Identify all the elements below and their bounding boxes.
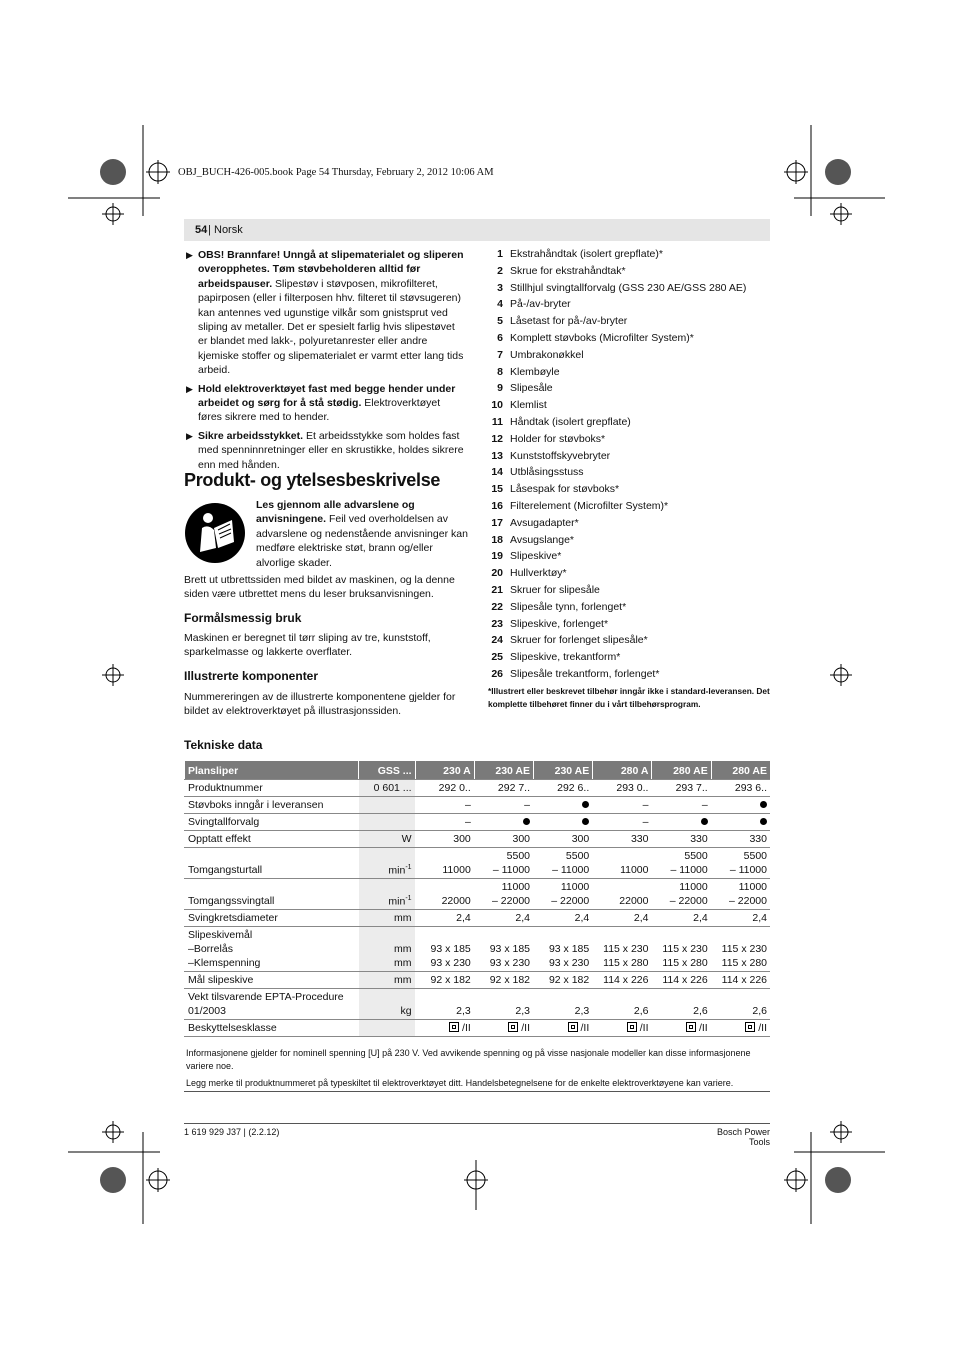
value-cell: 114 x 226 (711, 972, 770, 989)
value-cell: 2,4 (652, 910, 711, 927)
component-number: 26 (491, 667, 503, 680)
protection-class-icon (449, 1022, 459, 1032)
value-cell: 293 0.. (593, 780, 652, 797)
value-cell: /II (652, 1020, 711, 1037)
header-cell: Plansliper (185, 761, 359, 780)
component-label: Klemlist (510, 399, 547, 412)
header-separator: | (208, 224, 211, 236)
component-label: Håndtak (isolert grepflate) (510, 415, 631, 428)
row-unit: mm mm (359, 927, 415, 972)
value-cell: 2,6 (652, 989, 711, 1020)
row-label: Svingkretsdiameter (185, 910, 359, 927)
fold-text: Brett ut utbrettssiden med bildet av maskinen, og la denne siden være utbrettet mens du leser bruksanvisningen. (184, 574, 455, 601)
component-item (488, 500, 773, 517)
component-item (488, 332, 773, 349)
row-unit: mm (359, 910, 415, 927)
component-label: Slipesåle tynn, forlenget* (510, 600, 627, 613)
value-cell: 11000 – 22000 (474, 879, 533, 910)
component-number: 11 (491, 415, 503, 428)
value-cell: 300 (534, 831, 593, 848)
component-item (488, 550, 773, 567)
value-cell (711, 797, 770, 814)
value-cell: 2,4 (534, 910, 593, 927)
value-cell: – (593, 797, 652, 814)
value-cell: 114 x 226 (593, 972, 652, 989)
warnings-list (184, 248, 466, 476)
value-cell: – (415, 814, 474, 831)
footer-left: 1 619 929 J37 | (2.2.12) (184, 1127, 280, 1137)
value-cell (534, 797, 593, 814)
tech-table (184, 761, 770, 1037)
component-item (488, 450, 773, 467)
value-cell: 93 x 185 93 x 230 (415, 927, 474, 972)
component-label: Slipeskive, trekantform* (510, 651, 621, 664)
value-cell: 2,4 (593, 910, 652, 927)
component-number: 20 (491, 567, 503, 580)
component-item (488, 517, 773, 534)
value-cell: 93 x 185 93 x 230 (534, 927, 593, 972)
component-number: 23 (491, 617, 503, 630)
protection-class-icon (568, 1022, 578, 1032)
tech-note-2: Legg merke til produktnummeret på typeskiltet til elektroverktøyet ditt. Handelsbetegnelsene for de enkelte elektroverktøyene kan variere. (186, 1078, 734, 1088)
component-number: 6 (497, 331, 503, 344)
component-label: Låsespak for støvboks* (510, 483, 620, 496)
intended-use-text: Maskinen er beregnet til tørr sliping av tre, kunststoff, sparkelmasse og lakkerte overflater. (184, 632, 431, 659)
component-label: Slipeskive, forlenget* (510, 617, 609, 630)
row-unit: $\min^{-1}$ (359, 879, 415, 910)
tech-heading: Tekniske data (184, 738, 263, 752)
component-number: 9 (497, 382, 503, 395)
row-unit: 0 601 ... (359, 780, 415, 797)
protection-class-icon (686, 1022, 696, 1032)
protection-class-icon (508, 1022, 518, 1032)
intended-use-heading: Formålsmessig bruk (184, 611, 302, 625)
value-cell: 2,3 (534, 989, 593, 1020)
component-label: Utblåsingsstuss (510, 466, 584, 479)
header-cell: 230 AE (534, 761, 593, 780)
component-number: 18 (491, 533, 503, 546)
tech-table-row (185, 831, 771, 848)
protection-class-icon (745, 1022, 755, 1032)
illustrated-text: Nummereringen av de illustrerte komponentene gjelder for bildet av elektroverktøyet på illustrasjonssiden. (184, 691, 456, 718)
component-item (488, 584, 773, 601)
header-cell: 280 AE (652, 761, 711, 780)
component-number: 13 (491, 449, 503, 462)
component-label: Filterelement (Microfilter System)* (510, 499, 669, 512)
component-item (488, 634, 773, 651)
value-cell: 2,6 (593, 989, 652, 1020)
row-label: Mål slipeskive (185, 972, 359, 989)
component-label: Holder for støvboks* (510, 432, 606, 445)
value-cell: 93 x 185 93 x 230 (474, 927, 533, 972)
value-cell: 5500 – 11000 (711, 848, 770, 879)
read-manual-icon (184, 502, 246, 564)
value-cell: 292 0.. (415, 780, 474, 797)
tech-table-row (185, 780, 771, 797)
header-cell: 280 A (593, 761, 652, 780)
value-cell: 22000 (593, 879, 652, 910)
value-cell (534, 814, 593, 831)
component-item (488, 466, 773, 483)
value-cell: 2,4 (415, 910, 474, 927)
tech-table-header (185, 761, 771, 780)
bullet-icon (582, 801, 589, 808)
tech-table-row (185, 989, 771, 1020)
value-cell: – (593, 814, 652, 831)
component-label: Slipeskive* (510, 550, 562, 563)
components-note: *Illustrert eller beskrevet tilbehør inngår ikke i standard-leveransen. Det komplette tilbehøret finner du i vårt tilbehørsprogram. (488, 686, 770, 709)
component-number: 7 (497, 348, 503, 361)
component-label: Skruer for slipesåle (510, 583, 600, 596)
value-cell: 92 x 182 (474, 972, 533, 989)
value-cell: 11000 – 22000 (652, 879, 711, 910)
component-item (488, 248, 773, 265)
value-cell: 115 x 230 115 x 280 (711, 927, 770, 972)
row-unit: mm (359, 972, 415, 989)
component-number: 22 (491, 600, 503, 613)
value-cell: /II (474, 1020, 533, 1037)
component-number: 2 (497, 264, 503, 277)
component-item (488, 282, 773, 299)
value-cell: 11000 (415, 848, 474, 879)
value-cell: 292 7.. (474, 780, 533, 797)
tech-table-row (185, 814, 771, 831)
component-number: 21 (491, 583, 503, 596)
component-item (488, 399, 773, 416)
tech-table-row (185, 927, 771, 972)
value-cell: 292 6.. (534, 780, 593, 797)
value-cell: 5500 – 11000 (474, 848, 533, 879)
component-item (488, 349, 773, 366)
component-item (488, 601, 773, 618)
component-label: Slipesåle trekantform, forlenget* (510, 667, 660, 680)
tech-note-1: Informasjonene gjelder for nominell spenning [U] på 230 V. Ved avvikende spenning og på visse nasjonale modeller kan disse informasjonene variere noe. (186, 1048, 751, 1071)
section-title: Produkt- og ytelsesbeskrivelse (184, 470, 441, 490)
warning-item: ▶ Sikre arbeidsstykket. Et arbeidsstykke som holdes fast med spenninnretninger eller en skrustikke, holdes sikrere enn med hånden. (186, 429, 464, 471)
component-item (488, 298, 773, 315)
value-cell: 293 7.. (652, 780, 711, 797)
component-label: Kunststoffskyvebryter (510, 449, 611, 462)
component-label: Ekstrahåndtak (isolert grepflate)* (510, 248, 663, 260)
value-cell: 11000 – 22000 (711, 879, 770, 910)
value-cell: /II (593, 1020, 652, 1037)
component-number: 3 (497, 281, 503, 294)
row-label: Vekt tilsvarende EPTA-Procedure 01/2003 (185, 989, 359, 1020)
footer-rule (184, 1123, 770, 1124)
component-label: Hullverktøy* (510, 567, 567, 580)
component-item (488, 618, 773, 635)
component-label: Skrue for ekstrahåndtak* (510, 264, 626, 277)
component-number: 5 (497, 315, 503, 328)
tech-table-row (185, 879, 771, 910)
print-slug: OBJ_BUCH-426-005.book Page 54 Thursday, February 2, 2012 10:06 AM (178, 167, 494, 178)
header-cell: 230 AE (474, 761, 533, 780)
component-label: Avsugadapter* (510, 516, 579, 529)
row-unit (359, 1020, 415, 1037)
value-cell: – (652, 797, 711, 814)
component-item (488, 651, 773, 668)
value-cell (474, 814, 533, 831)
component-label: På-/av-bryter (510, 298, 571, 311)
illustrated-heading: Illustrerte komponenter (184, 669, 319, 683)
component-label: Skruer for forlenget slipesåle* (510, 634, 648, 647)
component-item (488, 534, 773, 551)
value-cell: 114 x 226 (652, 972, 711, 989)
value-cell: 330 (593, 831, 652, 848)
value-cell: 115 x 230 115 x 280 (593, 927, 652, 972)
component-item (488, 567, 773, 584)
value-cell: 92 x 182 (534, 972, 593, 989)
value-cell: /II (415, 1020, 474, 1037)
value-cell (652, 814, 711, 831)
value-cell: 293 6.. (711, 780, 770, 797)
value-cell: 2,6 (711, 989, 770, 1020)
bullet-icon (523, 818, 530, 825)
row-unit: kg (359, 989, 415, 1020)
bullet-icon (760, 818, 767, 825)
footer-right: Bosch Power Tools (716, 1127, 770, 1147)
component-number: 24 (491, 634, 503, 647)
bullet-triangle-icon: ▶ (186, 430, 193, 441)
row-label: Beskyttelsesklasse (185, 1020, 359, 1037)
value-cell: 22000 (415, 879, 474, 910)
component-number: 12 (491, 432, 503, 445)
bullet-triangle-icon: ▶ (186, 383, 193, 394)
value-cell: 2,3 (415, 989, 474, 1020)
value-cell: /II (534, 1020, 593, 1037)
bullet-icon (701, 818, 708, 825)
value-cell: – (474, 797, 533, 814)
value-cell: 300 (415, 831, 474, 848)
component-label: Slipesåle (510, 382, 553, 395)
row-label: Slipeskivemål –Borrelås –Klemspenning (185, 927, 359, 972)
component-item (488, 416, 773, 433)
row-unit (359, 797, 415, 814)
page-number: 54 (195, 224, 208, 236)
row-label: Opptatt effekt (185, 831, 359, 848)
row-label: Tomgangssvingtall (185, 879, 359, 910)
component-number: 15 (491, 483, 503, 496)
value-cell: 2,4 (474, 910, 533, 927)
component-number: 16 (491, 499, 503, 512)
read-notice: Les gjennom alle advarslene og anvisningene. Feil ved overholdelsen av advarslene og nedenstående anvisninger kan medføre elektriske støt, brann og/eller alvorlige skader. (256, 499, 468, 569)
row-label: Produktnummer (185, 780, 359, 797)
value-cell: 330 (711, 831, 770, 848)
component-item (488, 366, 773, 383)
value-cell: 92 x 182 (415, 972, 474, 989)
row-label: Svingtallforvalg (185, 814, 359, 831)
value-cell: 115 x 230 115 x 280 (652, 927, 711, 972)
component-label: Komplett støvboks (Microfilter System)* (510, 331, 694, 344)
warning-item: ▶ Hold elektroverktøyet fast med begge hender under arbeidet og sørg for å stå stødig. Elektroverktøyet føres sikrere med to hender. (186, 382, 456, 424)
protection-class-icon (627, 1022, 637, 1032)
value-cell: 5500 – 11000 (652, 848, 711, 879)
value-cell: 11000 (593, 848, 652, 879)
component-item (488, 315, 773, 332)
value-cell: 300 (474, 831, 533, 848)
component-number: 10 (491, 399, 503, 412)
component-number: 19 (491, 550, 503, 563)
header-cell: 230 A (415, 761, 474, 780)
row-unit: $\min^{-1}$ (359, 848, 415, 879)
header-language: Norsk (214, 224, 243, 236)
row-label: Støvboks inngår i leveransen (185, 797, 359, 814)
component-label: Umbrakonøkkel (510, 348, 584, 361)
component-item (488, 483, 773, 500)
component-item (488, 433, 773, 450)
bullet-icon (582, 818, 589, 825)
component-number: 1 (497, 248, 503, 260)
value-cell: 2,4 (711, 910, 770, 927)
component-number: 17 (491, 516, 503, 529)
component-number: 4 (497, 298, 503, 311)
components-list (488, 248, 773, 685)
tech-table-row (185, 910, 771, 927)
bullet-icon (760, 801, 767, 808)
value-cell: /II (711, 1020, 770, 1037)
component-label: Avsugslange* (510, 533, 575, 546)
divider (184, 1091, 770, 1092)
component-label: Låsetast for på-/av-bryter (510, 315, 628, 328)
row-unit: W (359, 831, 415, 848)
tech-table-row (185, 797, 771, 814)
component-item (488, 668, 773, 685)
header-cell: 280 AE (711, 761, 770, 780)
row-unit (359, 814, 415, 831)
component-number: 25 (491, 651, 503, 664)
component-number: 8 (497, 365, 503, 378)
value-cell: 11000 – 22000 (534, 879, 593, 910)
warning-item: ▶ OBS! Brannfare! Unngå at slipematerialet og sliperen overopphetes. Tøm støvbeholderen alltid før arbeidspauser. Slipestøv i støvposen, mikrofilteret, papirposen (eller i filterposen hhv. filteret til støvsugeren) kan antennes ved ugunstige vilkår som gnistsprut ved sliping av metaller. Det er spesielt farlig hvis slipestøvet er blandet med lakk-, polyuretanrester eller andre kjemiske stoffer og slipematerialet er varmt etter lang tids arbeid. (186, 249, 464, 377)
tech-table-row (185, 1020, 771, 1037)
component-label: Klembøyle (510, 365, 560, 378)
tech-table-row (185, 972, 771, 989)
value-cell: 330 (652, 831, 711, 848)
component-number: 14 (491, 466, 503, 479)
component-item (488, 265, 773, 282)
tech-table-row (185, 848, 771, 879)
component-label: Stillhjul svingtallforvalg (GSS 230 AE/GSS 280 AE) (510, 281, 747, 294)
bullet-triangle-icon: ▶ (186, 250, 193, 260)
header-cell: GSS ... (359, 761, 415, 780)
component-item (488, 382, 773, 399)
value-cell: 2,3 (474, 989, 533, 1020)
value-cell: 5500 – 11000 (534, 848, 593, 879)
row-label: Tomgangsturtall (185, 848, 359, 879)
page-header (184, 219, 770, 241)
value-cell (711, 814, 770, 831)
value-cell: – (415, 797, 474, 814)
